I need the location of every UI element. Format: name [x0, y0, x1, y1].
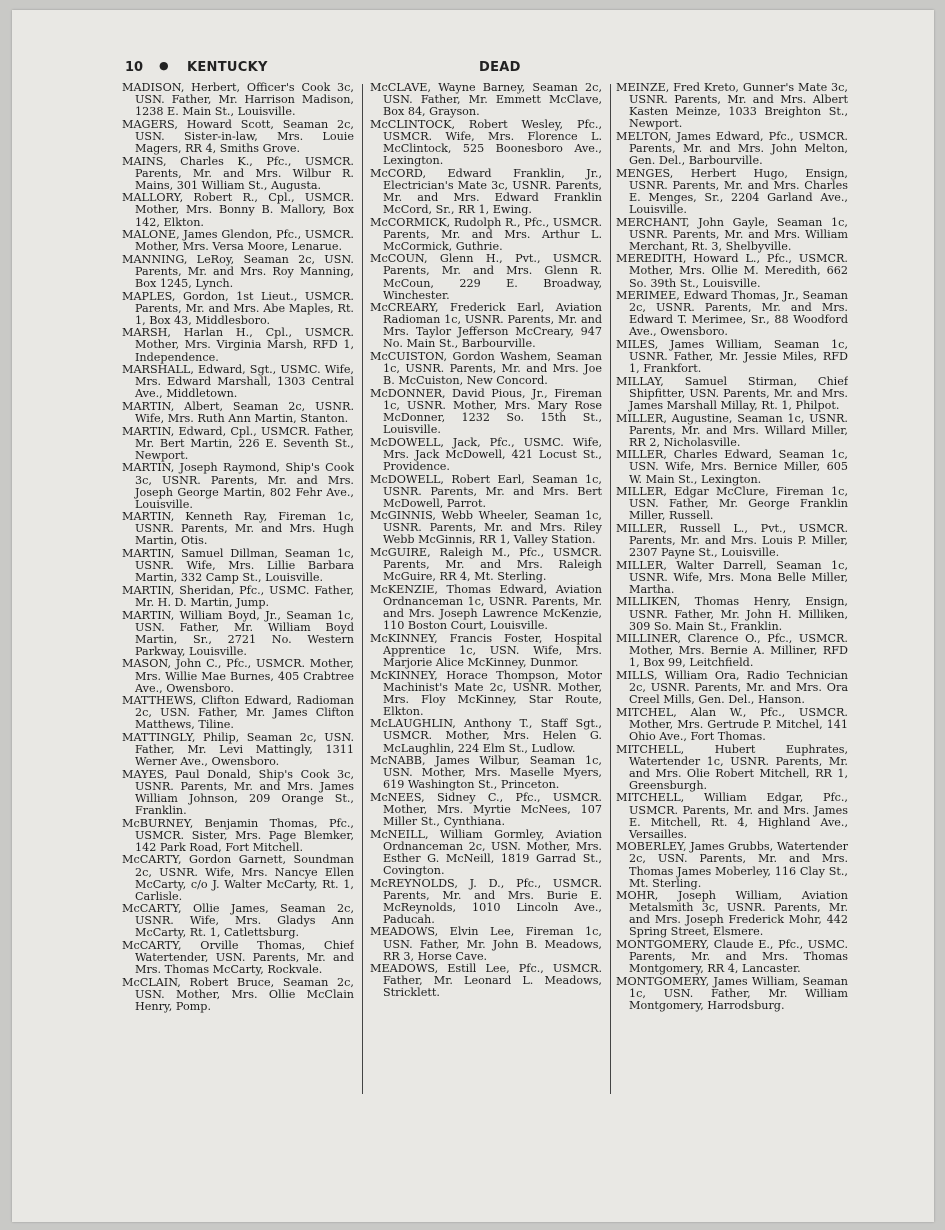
casualty-entry: MILLER, Augustine, Seaman 1c, USNR. Parents, Mr. and Mrs. Willard Miller, RR 2, Nicholasville.: [616, 411, 848, 449]
column-2: [370, 82, 602, 1112]
state-title: KENTUCKY: [187, 60, 268, 75]
casualty-entry: MASON, John C., Pfc., USMCR. Mother, Mrs. Willie Mae Burnes, 405 Crabtree Ave., Owensboro.: [122, 657, 354, 695]
casualty-entry: MAINS, Charles K., Pfc., USMCR. Parents, Mr. and Mrs. Wilbur R. Mains, 301 William St., Augusta.: [122, 154, 354, 192]
casualty-entry: MAYES, Paul Donald, Ship's Cook 3c, USNR. Parents, Mr. and Mrs. James William Johnson, 209 Orange St., Franklin.: [122, 767, 354, 818]
casualty-entry: MITCHELL, Hubert Euphrates, Watertender 1c, USNR. Parents, Mr. and Mrs. Olie Robert Mitchell, RR 1, Greensburgh.: [616, 742, 848, 792]
page-number: 10: [125, 60, 144, 75]
casualty-entry: MEADOWS, Elvin Lee, Fireman 1c, USN. Father, Mr. John B. Meadows, RR 3, Horse Cave.: [370, 925, 602, 963]
casualty-entry: MARTIN, Samuel Dillman, Seaman 1c, USNR. Wife, Mrs. Lillie Barbara Martin, 332 Camp St., Louisville.: [122, 547, 354, 585]
column-3: [616, 82, 848, 1112]
casualty-entry: McDOWELL, Jack, Pfc., USMC. Wife, Mrs. Jack McDowell, 421 Locust St., Providence.: [370, 435, 602, 473]
casualty-entry: McCREARY, Frederick Earl, Aviation Radioman 1c, USNR. Parents, Mr. and Mrs. Taylor Jefferson McCreary, 947 No. Main St., Barbourville.: [370, 301, 602, 351]
casualty-entry: MENGES, Herbert Hugo, Ensign, USNR. Parents, Mr. and Mrs. Charles E. Menges, Sr., 2204 Garland Ave., Louisville.: [616, 166, 848, 216]
casualty-entry: MILLAY, Samuel Stirman, Chief Shipfitter, USN. Parents, Mr. and Mrs. James Marshall Millay, Rt. 1, Philpot.: [616, 374, 848, 412]
casualty-entry: MALONE, James Glendon, Pfc., USMCR. Mother, Mrs. Versa Moore, Lenarue.: [122, 228, 354, 254]
page-header: [125, 60, 865, 84]
column-divider: [362, 84, 363, 1094]
casualty-entry: MONTGOMERY, James William, Seaman 1c, USN. Father, Mr. William Montgomery, Harrodsburg.: [616, 974, 848, 1013]
casualty-entry: MOHR, Joseph William, Aviation Metalsmith 3c, USNR. Parents, Mr. and Mrs. Joseph Frederick Mohr, 442 Spring Street, Elsmere.: [616, 889, 848, 939]
casualty-entry: MITCHELL, William Edgar, Pfc., USMCR. Parents, Mr. and Mrs. James E. Mitchell, Rt. 4, Highland Ave., Versailles.: [616, 791, 848, 841]
casualty-entry: McDOWELL, Robert Earl, Seaman 1c, USNR. Parents, Mr. and Mrs. Bert McDowell, Parrot.: [370, 472, 602, 510]
casualty-entry: MILLER, Russell L., Pvt., USMCR. Parents, Mr. and Mrs. Louis P. Miller, 2307 Payne St., Louisville.: [616, 521, 848, 560]
casualty-entry: McCUISTON, Gordon Washem, Seaman 1c, USNR. Parents, Mr. and Mrs. Joe B. McCuiston, New Concord.: [370, 350, 602, 388]
column-divider: [610, 84, 611, 1094]
section-title: DEAD: [479, 60, 521, 75]
casualty-entry: MALLORY, Robert R., Cpl., USMCR. Mother, Mrs. Bonny B. Mallory, Box 142, Elkton.: [122, 191, 354, 229]
casualty-entry: MANNING, LeRoy, Seaman 2c, USN. Parents, Mr. and Mrs. Roy Manning, Box 1245, Lynch.: [122, 252, 354, 290]
casualty-entry: MARTIN, William Boyd, Jr., Seaman 1c, USN. Father, Mr. William Boyd Martin, Sr., 2721 No. Western Parkway, Louisville.: [122, 608, 354, 658]
casualty-entry: MILLIKEN, Thomas Henry, Ensign, USNR. Father, Mr. John H. Milliken, 309 So. Main St., Franklin.: [616, 595, 848, 633]
casualty-entry: MARTIN, Kenneth Ray, Fireman 1c, USNR. Parents, Mr. and Mrs. Hugh Martin, Otis.: [122, 510, 354, 548]
casualty-entry: MILLER, Walter Darrell, Seaman 1c, USNR. Wife, Mrs. Mona Belle Miller, Martha.: [616, 558, 848, 596]
casualty-entry: McCLAVE, Wayne Barney, Seaman 2c, USN. Father, Mr. Emmett McClave, Box 84, Grayson.: [370, 82, 602, 119]
casualty-entry: McKENZIE, Thomas Edward, Aviation Ordnanceman 1c, USNR. Parents, Mr. and Mrs. Joseph Lawrence McKenzie, 110 Boston Court, Louisville.: [370, 582, 602, 633]
casualty-entry: MAGERS, Howard Scott, Seaman 2c, USN. Sister-in-law, Mrs. Louie Magers, RR 4, Smiths Grove.: [122, 117, 354, 155]
casualty-entry: McCLINTOCK, Robert Wesley, Pfc., USMCR. Wife, Mrs. Florence L. McClintock, 525 Boonesboro Ave., Lexington.: [370, 117, 602, 168]
casualty-entry: MERCHANT, John Gayle, Seaman 1c, USNR. Parents, Mr. and Mrs. William Merchant, Rt. 3, Shelbyville.: [616, 215, 848, 253]
casualty-entry: MILLER, Edgar McClure, Fireman 1c, USN. Father, Mr. George Franklin Miller, Russell.: [616, 485, 848, 523]
casualty-entry: McBURNEY, Benjamin Thomas, Pfc., USMCR. Sister, Mrs. Page Blemker, 142 Park Road, Fort Mitchell.: [122, 816, 354, 854]
casualty-entry: McCORMICK, Rudolph R., Pfc., USMCR. Parents, Mr. and Mrs. Arthur L. McCormick, Guthrie.: [370, 215, 602, 253]
casualty-entry: McREYNOLDS, J. D., Pfc., USMCR. Parents, Mr. and Mrs. Burie E. McReynolds, 1010 Lincoln Ave., Paducah.: [370, 876, 602, 926]
casualty-entry: McNABB, James Wilbur, Seaman 1c, USN. Mother, Mrs. Maselle Myers, 619 Washington St., Princeton.: [370, 754, 602, 792]
casualty-entry: MEREDITH, Howard L., Pfc., USMCR. Mother, Mrs. Ollie M. Meredith, 662 So. 39th St., Louisville.: [616, 252, 848, 290]
casualty-entry: MEINZE, Fred Kreto, Gunner's Mate 3c, USNR. Parents, Mr. and Mrs. Albert Kasten Meinze, 1033 Breighton St., Newport.: [616, 82, 848, 131]
casualty-entry: MEADOWS, Estill Lee, Pfc., USMCR. Father, Mr. Leonard L. Meadows, Stricklett.: [370, 962, 602, 1000]
casualty-entry: MILLER, Charles Edward, Seaman 1c, USN. Wife, Mrs. Bernice Miller, 605 W. Main St., Lexington.: [616, 448, 848, 486]
casualty-entry: MADISON, Herbert, Officer's Cook 3c, USN. Father, Mr. Harrison Madison, 1238 E. Main St., Louisville.: [122, 82, 354, 119]
casualty-entry: MELTON, James Edward, Pfc., USMCR. Parents, Mr. and Mrs. John Melton, Gen. Del., Barbourville.: [616, 129, 848, 168]
casualty-entry: McGUIRE, Raleigh M., Pfc., USMCR. Parents, Mr. and Mrs. Raleigh McGuire, RR 4, Mt. Sterling.: [370, 546, 602, 584]
casualty-entry: MARSH, Harlan H., Cpl., USMCR. Mother, Mrs. Virginia Marsh, RFD 1, Independence.: [122, 326, 354, 364]
casualty-entry: MOBERLEY, James Grubbs, Watertender 2c, USN. Parents, Mr. and Mrs. Thomas James Moberley, 116 Clay St., Mt. Sterling.: [616, 840, 848, 890]
casualty-entry: McCLAIN, Robert Bruce, Seaman 2c, USN. Mother, Mrs. Ollie McClain Henry, Pomp.: [122, 975, 354, 1014]
casualty-entry: McCARTY, Gordon Garnett, Soundman 2c, USNR. Wife, Mrs. Nancye Ellen McCarty, c/o J. Walter McCarty, Rt. 1, Carlisle.: [122, 853, 354, 903]
casualty-entry: McGINNIS, Webb Wheeler, Seaman 1c, USNR. Parents, Mr. and Mrs. Riley Webb McGinnis, RR 1, Valley Station.: [370, 509, 602, 547]
header-bullet: ●: [159, 59, 169, 72]
casualty-entry: McDONNER, David Pious, Jr., Fireman 1c, USNR. Mother, Mrs. Mary Rose McDonner, 1232 So. 15th St., Louisville.: [370, 386, 602, 437]
casualty-entry: McCOUN, Glenn H., Pvt., USMCR. Parents, Mr. and Mrs. Glenn R. McCoun, 229 E. Broadway, Winchester.: [370, 252, 602, 302]
casualty-entry: McLAUGHLIN, Anthony T., Staff Sgt., USMCR. Mother, Mrs. Helen G. McLaughlin, 224 Elm St., Ludlow.: [370, 717, 602, 755]
casualty-entry: MARSHALL, Edward, Sgt., USMC. Wife, Mrs. Edward Marshall, 1303 Central Ave., Middletown.: [122, 363, 354, 401]
casualty-entry: MERIMEE, Edward Thomas, Jr., Seaman 2c, USNR. Parents, Mr. and Mrs. Edward T. Merimee, Sr., 88 Woodford Ave., Owensboro.: [616, 289, 848, 339]
casualty-entry: McNEES, Sidney C., Pfc., USMCR. Mother, Mrs. Myrtie McNees, 107 Miller St., Cynthiana.: [370, 790, 602, 829]
column-1: [122, 82, 354, 1112]
casualty-entry: McCARTY, Ollie James, Seaman 2c, USNR. Wife, Mrs. Gladys Ann McCarty, Rt. 1, Catlettsburg.: [122, 902, 354, 940]
casualty-entry: MARTIN, Edward, Cpl., USMCR. Father, Mr. Bert Martin, 226 E. Seventh St., Newport.: [122, 424, 354, 462]
casualty-entry: McNEILL, William Gormley, Aviation Ordnanceman 2c, USN. Mother, Mrs. Esther G. McNeill, 1819 Garrad St., Covington.: [370, 827, 602, 877]
casualty-entry: McKINNEY, Francis Foster, Hospital Apprentice 1c, USN. Wife, Mrs. Marjorie Alice McKinney, Dunmor.: [370, 631, 602, 669]
casualty-entry: MARTIN, Albert, Seaman 2c, USNR. Wife, Mrs. Ruth Ann Martin, Stanton.: [122, 399, 354, 426]
casualty-entry: MITCHEL, Alan W., Pfc., USMCR. Mother, Mrs. Gertrude P. Mitchel, 141 Ohio Ave., Fort Thomas.: [616, 705, 848, 743]
casualty-entry: McCORD, Edward Franklin, Jr., Electrician's Mate 3c, USNR. Parents, Mr. and Mrs. Edward Franklin McCord, Sr., RR 1, Ewing.: [370, 166, 602, 216]
casualty-entry: MARTIN, Sheridan, Pfc., USMC. Father, Mr. H. D. Martin, Jump.: [122, 583, 354, 609]
casualty-entry: McCARTY, Orville Thomas, Chief Watertender, USN. Parents, Mr. and Mrs. Thomas McCarty, Rockvale.: [122, 939, 354, 977]
casualty-entry: McKINNEY, Horace Thompson, Motor Machinist's Mate 2c, USNR. Mother, Mrs. Floy McKinney, Star Route, Elkton.: [370, 668, 602, 718]
casualty-entry: MATTHEWS, Clifton Edward, Radioman 2c, USN. Father, Mr. James Clifton Matthews, Tiline.: [122, 694, 354, 732]
casualty-entry: MILLS, William Ora, Radio Technician 2c, USNR. Parents, Mr. and Mrs. Ora Creel Mills, Gen. Del., Hanson.: [616, 669, 848, 707]
casualty-entry: MAPLES, Gordon, 1st Lieut., USMCR. Parents, Mr. and Mrs. Abe Maples, Rt. 1, Box 43, Middlesboro.: [122, 289, 354, 327]
casualty-entry: MILES, James William, Seaman 1c, USNR. Father, Mr. Jessie Miles, RFD 1, Frankfort.: [616, 337, 848, 376]
casualty-entry: MARTIN, Joseph Raymond, Ship's Cook 3c, USNR. Parents, Mr. and Mrs. Joseph George Martin, 802 Fehr Ave., Louisville.: [122, 461, 354, 511]
casualty-entry: MATTINGLY, Philip, Seaman 2c, USN. Father, Mr. Levi Mattingly, 1311 Werner Ave., Owensboro.: [122, 730, 354, 769]
casualty-entry: MILLINER, Clarence O., Pfc., USMCR. Mother, Mrs. Bernie A. Milliner, RFD 1, Box 99, Leitchfield.: [616, 632, 848, 670]
casualty-entry: MONTGOMERY, Claude E., Pfc., USMC. Parents, Mr. and Mrs. Thomas Montgomery, RR 4, Lancaster.: [616, 938, 848, 976]
